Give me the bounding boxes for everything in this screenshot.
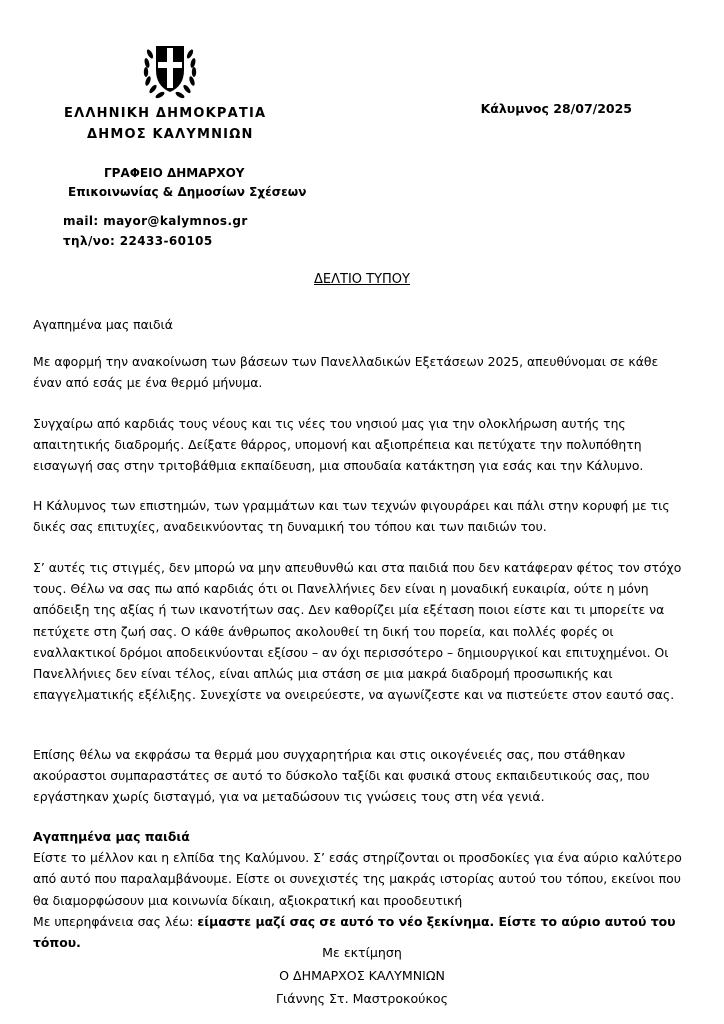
contact-mail: mail: mayor@kalymnos.gr — [63, 214, 248, 228]
signature-block — [0, 941, 724, 1010]
paragraph-3: Η Κάλυμνος των επιστημών, των γραμμάτων και των τεχνών φιγουράρει και πάλι στην κορυφή με τις δικές σας επιτυχίες, αναδεικνύοντας τη δυναμική του τόπου και των παιδιών του. — [33, 498, 670, 535]
paragraph-6: Είστε το μέλλον και η ελπίδα της Καλύμνου. Σ’ εσάς στηρίζονται οι προσδοκίες για ένα αύριο καλύτερο από αυτό που παραλαμβάνουμε. Είστε οι συνεχιστές της μακράς ιστορίας αυτού του τόπου, εκείνοι που θα διαμορφώσουν μια κοινωνία δίκαιη, αξιοκρατική και προοδευτική — [33, 850, 682, 908]
republic-heading: ΕΛΛΗΝΙΚΗ ΔΗΜΟΚΡΑΤΙΑ — [64, 106, 267, 121]
paragraph-1: Με αφορμή την ανακοίνωση των βάσεων των Πανελλαδικών Εξετάσεων 2025, απευθύνομαι σε κάθε έναν από εσάς με ένα θερμό μήνυμα. — [33, 354, 659, 391]
signature-name: Γιάννης Στ. Μαστροκούκος — [276, 991, 448, 1006]
department-heading: Επικοινωνίας & Δημοσίων Σχέσεων — [68, 185, 307, 199]
paragraph-2: Συγχαίρω από καρδιάς τους νέους και τις νέες του νησιού μας για την ολοκλήρωση αυτής της απαιτητικής διαδρομής. Δείξατε θάρρος, υπομονή και αξιοπρέπεια και πετύχατε την πολυπόθητη εισαγωγή σας στην τριτοβάθμια εκπαίδευση, μια σπουδαία κατάκτηση για εσάς και την Κάλυμνο. — [33, 416, 644, 474]
municipality-heading: ΔΗΜΟΣ ΚΑΛΥΜΝΙΩΝ — [87, 127, 254, 142]
contact-phone: τηλ/νο: 22433-60105 — [63, 234, 213, 248]
office-heading: ΓΡΑΦΕΙΟ ΔΗΜΑΡΧΟΥ — [104, 166, 245, 180]
signature-regards: Με εκτίμηση — [322, 945, 402, 960]
greeting: Αγαπημένα μας παιδιά — [33, 317, 173, 332]
closing-block — [33, 826, 683, 953]
signature-role: Ο ΔΗΜΑΡΧΟΣ ΚΑΛΥΜΝΙΩΝ — [279, 968, 445, 983]
document-date: Κάλυμνος 28/07/2025 — [480, 101, 632, 116]
closing-greeting: Αγαπημένα μας παιδιά — [33, 829, 190, 844]
paragraph-4: Σ’ αυτές τις στιγμές, δεν μπορώ να μην απευθυνθώ και στα παιδιά που δεν κατάφεραν φέτος τον στόχο τους. Θέλω να σας πω από καρδιάς ότι οι Πανελλήνιες δεν είναι η μοναδική ευκαιρία, ούτε η μόνη απόδειξη της αξίας ή των ικανοτήτων σας. Δεν καθορίζει μία εξέταση ποιοι είστε και τι μπορείτε να πετύχετε στη ζωή σας. Ο κάθε άνθρωπος ακολουθεί τη δική του πορεία, και πολλές φορές οι εναλλακτικοί δρόμοι αποδεικνύονται εξίσου – αν όχι περισσότερο – δημιουργικοί και επιτυχημένοι. Οι Πανελλήνιες δεν είναι τέλος, είναι απλώς μια στάση σε μια μακρά διαδρομή προσωπικής και επαγγελματικής εξέλιξης. Συνεχίστε να ονειρεύεστε, να αγωνίζεστε και να πιστεύετε στον εαυτό σας. — [33, 560, 682, 703]
paragraph-5: Επίσης θέλω να εκφράσω τα θερμά μου συγχαρητήρια και στις οικογένειές σας, που στάθηκαν ακούραστοι συμπαραστάτες σε αυτό το δύσκολο ταξίδι και φυσικά στους εκπαιδευτικούς σας, που εργάστηκαν χωρίς δισταγμό, για να μεταδώσουν τις γνώσεις τους στη νέα γενιά. — [33, 747, 650, 805]
paragraph-7: Με υπερηφάνεια σας λέω: είμαστε μαζί σας σε αυτό το νέο ξεκίνημα. Είστε το αύριο αυτού του τόπου. — [33, 913, 676, 951]
document-title: ΔΕΛΤΙΟ ΤΥΠΟΥ — [314, 272, 410, 287]
coat-of-arms-emblem — [140, 36, 200, 102]
